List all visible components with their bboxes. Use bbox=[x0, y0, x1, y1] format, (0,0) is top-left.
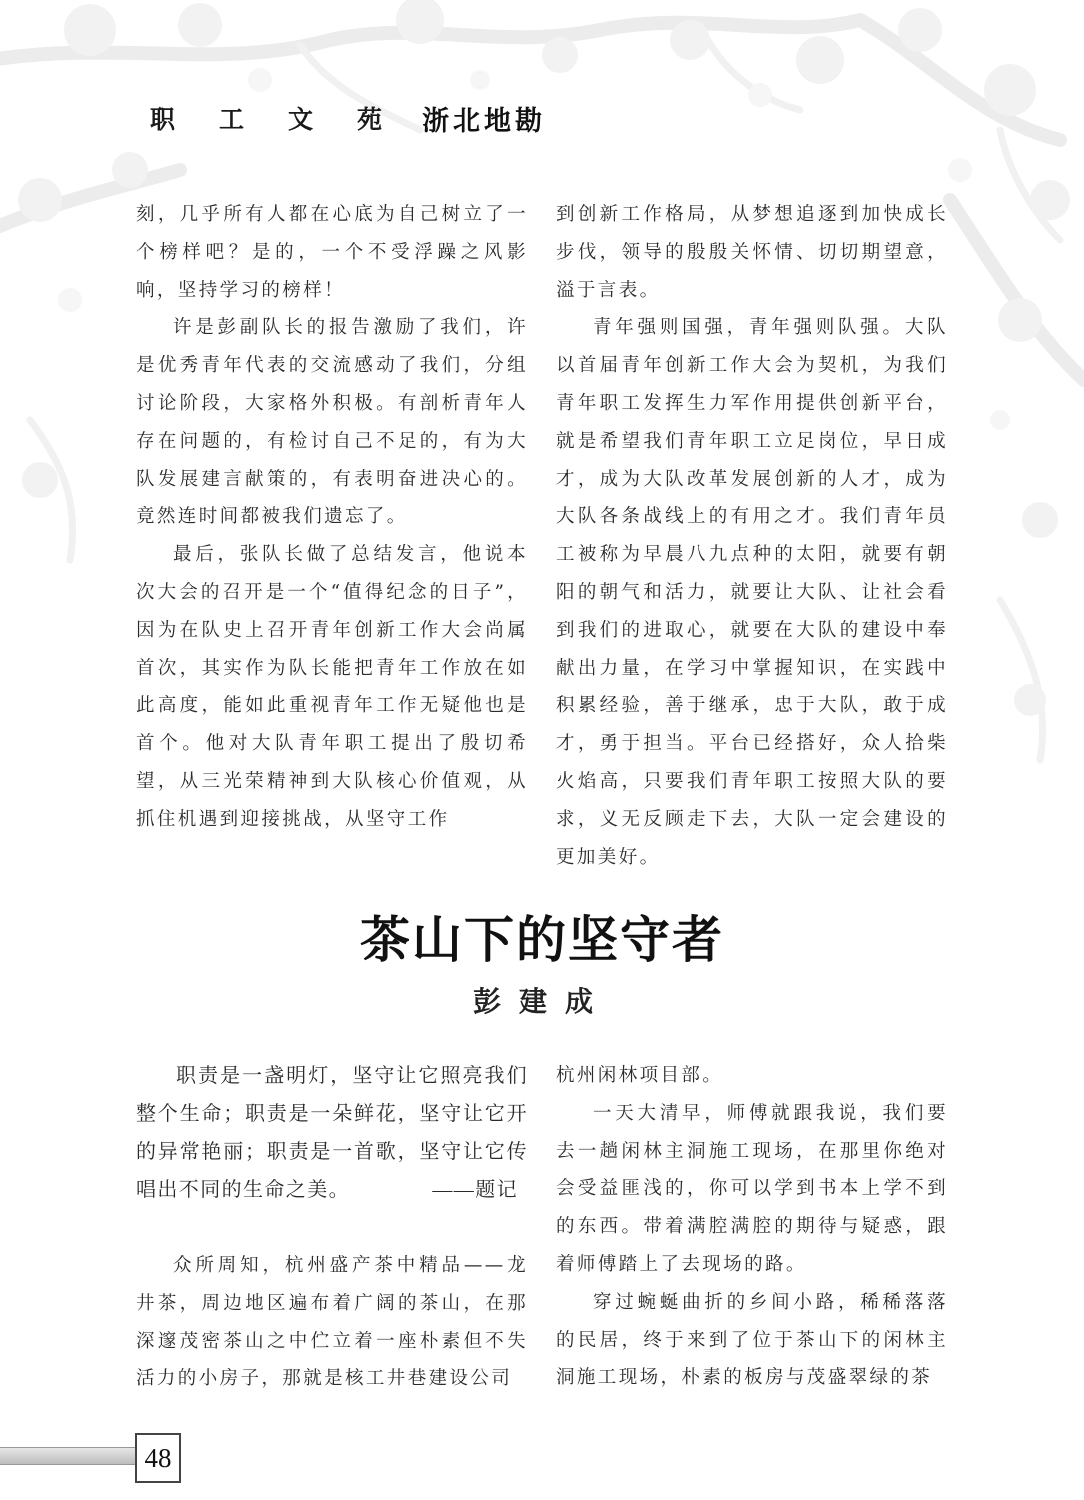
article-author: 彭建成 bbox=[472, 985, 611, 1018]
paragraph: 许是彭副队长的报告激励了我们，许是优秀青年代表的交流感动了我们，分组讨论阶段，大家格外积极。有剖析青年人存在问题的，有检讨自己不足的，有为大队发展建言献策的，有表明奋进决心的。竟然连时间都被我们遗忘了。 bbox=[136, 317, 528, 528]
paragraph: 一天大清早，师傅就跟我说，我们要去一趟闲林主洞施工现场，在那里你绝对会受益匪浅的，你可以学到书本上学不到的东西。带着满腔满腔的期待与疑惑，跟着师傅踏上了去现场的路。 bbox=[556, 1102, 948, 1275]
paragraph: 刻，几乎所有人都在心底为自己树立了一个榜样吧？是的，一个不受浮躁之风影响，坚持学习的榜样！ bbox=[136, 204, 528, 301]
article2-column-right bbox=[556, 1057, 948, 1397]
section-char: 工 bbox=[219, 105, 245, 134]
epigraph bbox=[136, 1057, 528, 1209]
article1-column-right bbox=[556, 196, 948, 876]
paragraph: 穿过蜿蜒曲折的乡间小路，稀稀落落的民居，终于来到了位于茶山下的闲林主洞施工现场，朴素的板房与茂盛翠绿的茶 bbox=[556, 1291, 948, 1389]
section-char: 文 bbox=[288, 105, 314, 134]
paragraph: 杭州闲林项目部。 bbox=[556, 1065, 724, 1086]
section-title bbox=[150, 100, 426, 136]
paragraph: 青年强则国强，青年强则队强。大队以首届青年创新工作大会为契机，为我们青年职工发挥生力军作用提供创新平台，就是希望我们青年职工立足岗位，早日成才，成为大队改革发展创新的人才，成为大队各条战线上的有用之才。我们青年员工被称为早晨八九点种的太阳，就要有朝阳的朝气和活力，就要让大队、让社会看到我们的进取心，就要在大队的建设中奉献出力量，在学习中掌握知识，在实践中积累经验，善于继承，忠于大队，敢于成才，勇于担当。平台已经搭好，众人拾柴火焰高，只要我们青年职工按照大队的要求，义无反顾走下去，大队一定会建设的更加美好。 bbox=[556, 317, 948, 868]
paragraph: 最后，张队长做了总结发言，他说本次大会的召开是一个“值得纪念的日子”，因为在队史上召开青年创新工作大会尚属首次，其实作为队长能把青年工作放在如此高度，能如此重视青年工作无疑他也是首个。他对大队青年职工提出了殷切希望，从三光荣精神到大队核心价值观，从抓住机遇到迎接挑战，从坚守工作 bbox=[136, 544, 528, 830]
article2-column-left bbox=[136, 1057, 528, 1398]
article-title: 茶山下的坚守者 bbox=[360, 911, 724, 969]
page-header bbox=[150, 98, 546, 138]
section-char: 苑 bbox=[357, 105, 383, 134]
section-char: 职 bbox=[150, 105, 176, 134]
spacer bbox=[136, 1209, 528, 1247]
page-number: 48 bbox=[135, 1433, 181, 1483]
epigraph-text: 职责是一盏明灯，坚守让它照亮我们整个生命；职责是一朵鲜花，坚守让它开的异常艳丽；职责是一首歌，坚守让它传唱出不同的生命之美。 bbox=[136, 1065, 528, 1201]
article1-column-left bbox=[136, 196, 528, 839]
paragraph: 到创新工作格局，从梦想追逐到加快成长步伐，领导的殷殷关怀情、切切期望意，溢于言表。 bbox=[556, 204, 948, 301]
magazine-name: 浙北地勘 bbox=[422, 105, 547, 137]
paragraph: 众所周知，杭州盛产茶中精品——龙井茶，周边地区遍布着广阔的茶山，在那深邃茂密茶山之中伫立着一座朴素但不失活力的小房子，那就是核工井巷建设公司 bbox=[136, 1255, 528, 1390]
epigraph-sign: ——题记 bbox=[432, 1179, 518, 1201]
page-number-bar bbox=[0, 1447, 136, 1465]
